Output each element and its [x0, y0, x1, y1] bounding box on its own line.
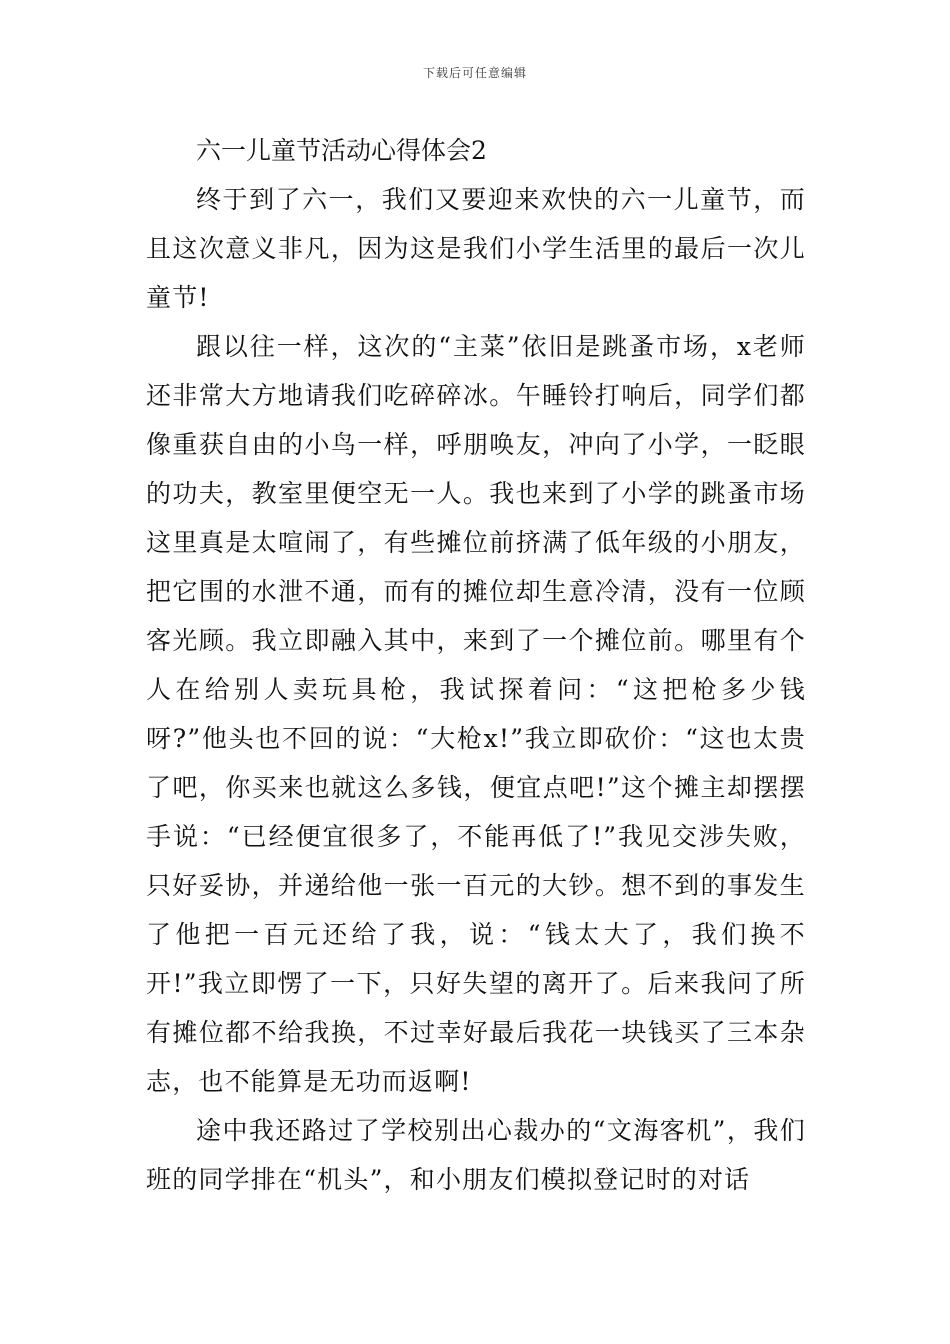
document-title: 六一儿童节活动心得体会2 [196, 136, 487, 165]
paragraph-1: 终于到了六一，我们又要迎来欢快的六一儿童节，而且这次意义非凡，因为这是我们小学生活里的最后一次儿童节! [146, 185, 806, 312]
paragraph-2: 跟以往一样，这次的“主菜”依旧是跳蚤市场，x老师还非常大方地请我们吃碎碎冰。午睡铃打响后，同学们都像重获自由的小鸟一样，呼朋唤友，冲向了小学，一眨眼的功夫，教室里便空无一人。我也来到了小学的跳蚤市场这里真是太喧闹了，有些摊位前挤满了低年级的小朋友，把它围的水泄不通，而有的摊位却生意冷清，没有一位顾客光顾。我立即融入其中，来到了一个摊位前。哪里有个人在给别人卖玩具枪，我试探着问：“这把枪多少钱呀?”他头也不回的说：“大枪x!”我立即砍价：“这也太贵了吧，你买来也就这么多钱，便宜点吧!”这个摊主却摆摆手说：“已经便宜很多了，不能再低了!”我见交涉失败，只好妥协，并递给他一张一百元的大钞。想不到的事发生了他把一百元还给了我，说：“钱太大了，我们换不开!”我立即愣了一下，只好失望的离开了。后来我问了所有摊位都不给我换，不过幸好最后我花一块钱买了三本杂志，也不能算是无功而返啊! [146, 332, 806, 1096]
document-body [146, 126, 806, 1204]
paragraph-3: 途中我还路过了学校别出心裁办的“文海客机”，我们班的同学排在“机头”，和小朋友们模拟登记时的对话 [146, 1116, 806, 1194]
page-header: 下载后可任意编辑 [422, 66, 527, 80]
